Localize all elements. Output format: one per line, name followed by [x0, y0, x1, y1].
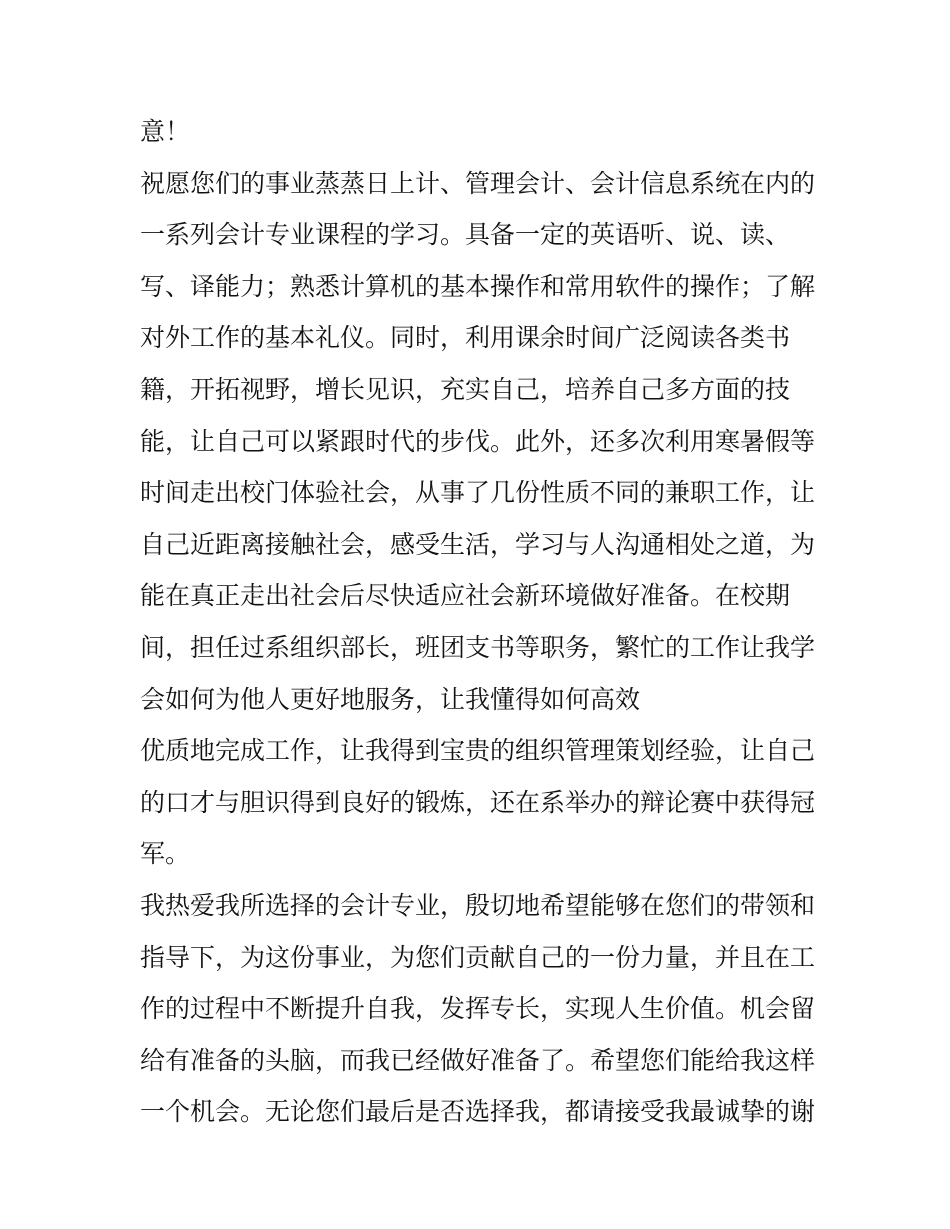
text-line-13: 优质地完成工作，让我得到宝贵的组织管理策划经验，让自己	[140, 736, 816, 766]
text-line-7: 能，让自己可以紧跟时代的步伐。此外，还多次利用寒暑假等	[140, 426, 816, 456]
body-text	[140, 106, 830, 1138]
text-line-15: 军。	[140, 839, 191, 869]
text-line-3: 一系列会计专业课程的学习。具备一定的英语听、说、读、	[140, 220, 791, 250]
text-line-10: 能在真正走出社会后尽快适应社会新环境做好准备。在校期	[140, 581, 791, 611]
text-line-18: 作的过程中不断提升自我，发挥专长，实现人生价值。机会留	[140, 994, 816, 1024]
text-line-9: 自己近距离接触社会，感受生活，学习与人沟通相处之道，为	[140, 529, 816, 559]
text-line-12: 会如何为他人更好地服务，让我懂得如何高效	[140, 684, 641, 714]
text-line-17: 指导下，为这份事业，为您们贡献自己的一份力量，并且在工	[140, 942, 816, 972]
text-line-4: 写、译能力；熟悉计算机的基本操作和常用软件的操作；了解	[140, 271, 816, 301]
text-line-1: 意！	[140, 117, 191, 146]
text-line-11: 间，担任过系组织部长，班团支书等职务，繁忙的工作让我学	[140, 632, 816, 662]
text-line-2: 祝愿您们的事业蒸蒸日上计、管理会计、会计信息系统在内的	[140, 168, 816, 198]
text-line-6: 籍，开拓视野，增长见识，充实自己，培养自己多方面的技	[140, 374, 791, 404]
text-line-8: 时间走出校门体验社会，从事了几份性质不同的兼职工作，让	[140, 478, 816, 508]
text-line-16: 我热爱我所选择的会计专业，殷切地希望能够在您们的带领和	[140, 890, 816, 920]
text-line-14: 的口才与胆识得到良好的锻炼，还在系举办的辩论赛中获得冠	[140, 787, 816, 817]
text-line-5: 对外工作的基本礼仪。同时，利用课余时间广泛阅读各类书	[140, 323, 791, 353]
text-line-20: 一个机会。无论您们最后是否选择我，都请接受我最诚挚的谢	[140, 1097, 816, 1127]
text-line-19: 给有准备的头脑，而我已经做好准备了。希望您们能给我这样	[140, 1045, 816, 1075]
